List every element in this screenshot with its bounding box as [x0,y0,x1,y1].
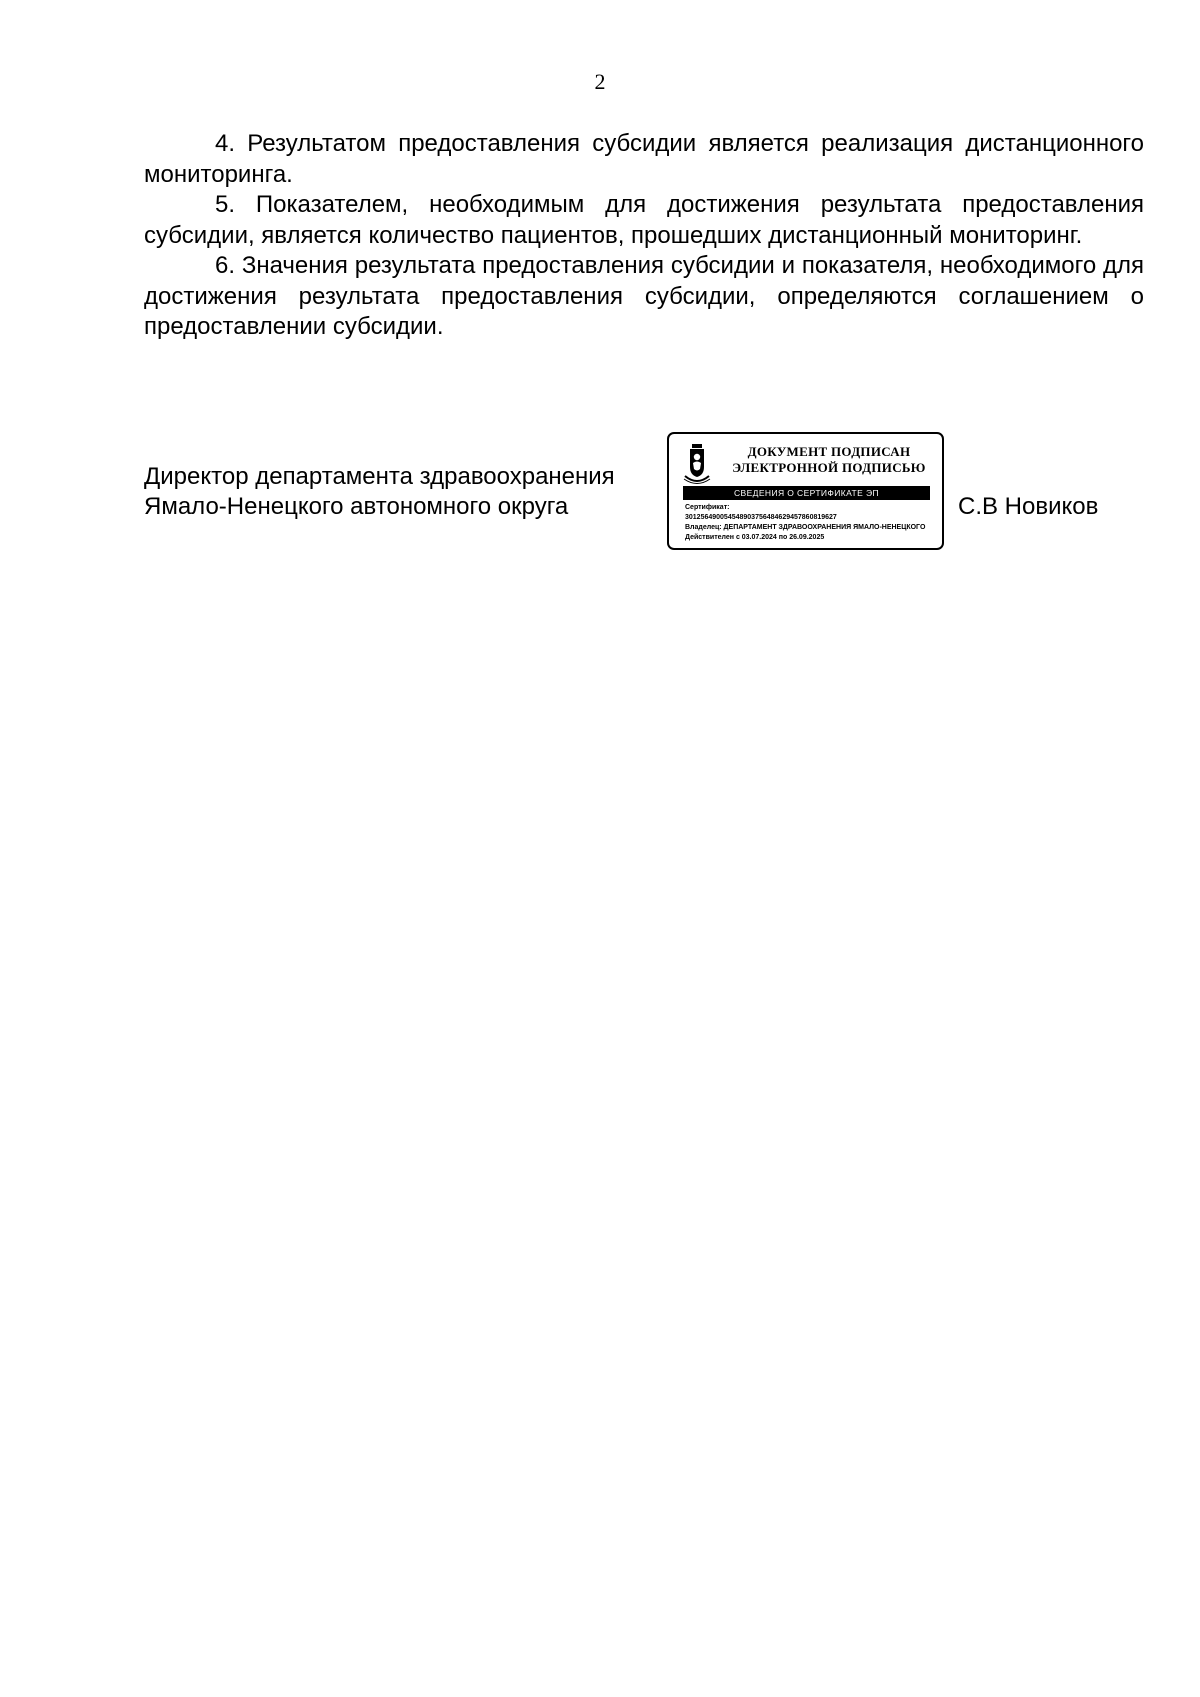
certificate-validity: Действителен с 03.07.2024 по 26.09.2025 [685,534,825,541]
page-number: 2 [594,69,606,94]
signer-name: С.В Новиков [958,493,1099,520]
paragraph-5: 5. Показателем, необходимым для достижения результата предоставления субсидии, является количество пациентов, прошедших дистанционный мониторинг. [144,191,1144,249]
certificate-number: 301256490054548903756484629457860819627 [685,514,837,521]
paragraph-4: 4. Результатом предоставления субсидии является реализация дистанционного мониторинга. [144,130,1144,188]
signer-position [144,462,664,522]
stamp-certificate-bar: СВЕДЕНИЯ О СЕРТИФИКАТЕ ЭП [683,486,930,500]
stamp-title-line-2: ЭЛЕКТРОННОЙ ПОДПИСЬЮ [732,460,926,475]
stamp-title [719,444,939,476]
signer-position-line-1: Директор департамента здравоохранения [144,463,615,490]
stamp-certificate-details [685,503,944,543]
regional-coat-of-arms-icon [681,443,713,485]
stamp-title-line-1: ДОКУМЕНТ ПОДПИСАН [747,444,911,459]
certificate-label: Сертификат: [685,504,730,511]
certificate-owner: Владелец: ДЕПАРТАМЕНТ ЗДРАВООХРАНЕНИЯ ЯМАЛО-НЕНЕЦКОГО [685,524,926,531]
document-body [144,129,1144,343]
paragraph-6: 6. Значения результата предоставления субсидии и показателя, необходимого для достижения результата предоставления субсидии, определяются соглашением о предоставлении субсидии. [144,252,1144,340]
signer-position-line-2: Ямало-Ненецкого автономного округа [144,493,569,520]
electronic-signature-stamp [667,432,944,550]
